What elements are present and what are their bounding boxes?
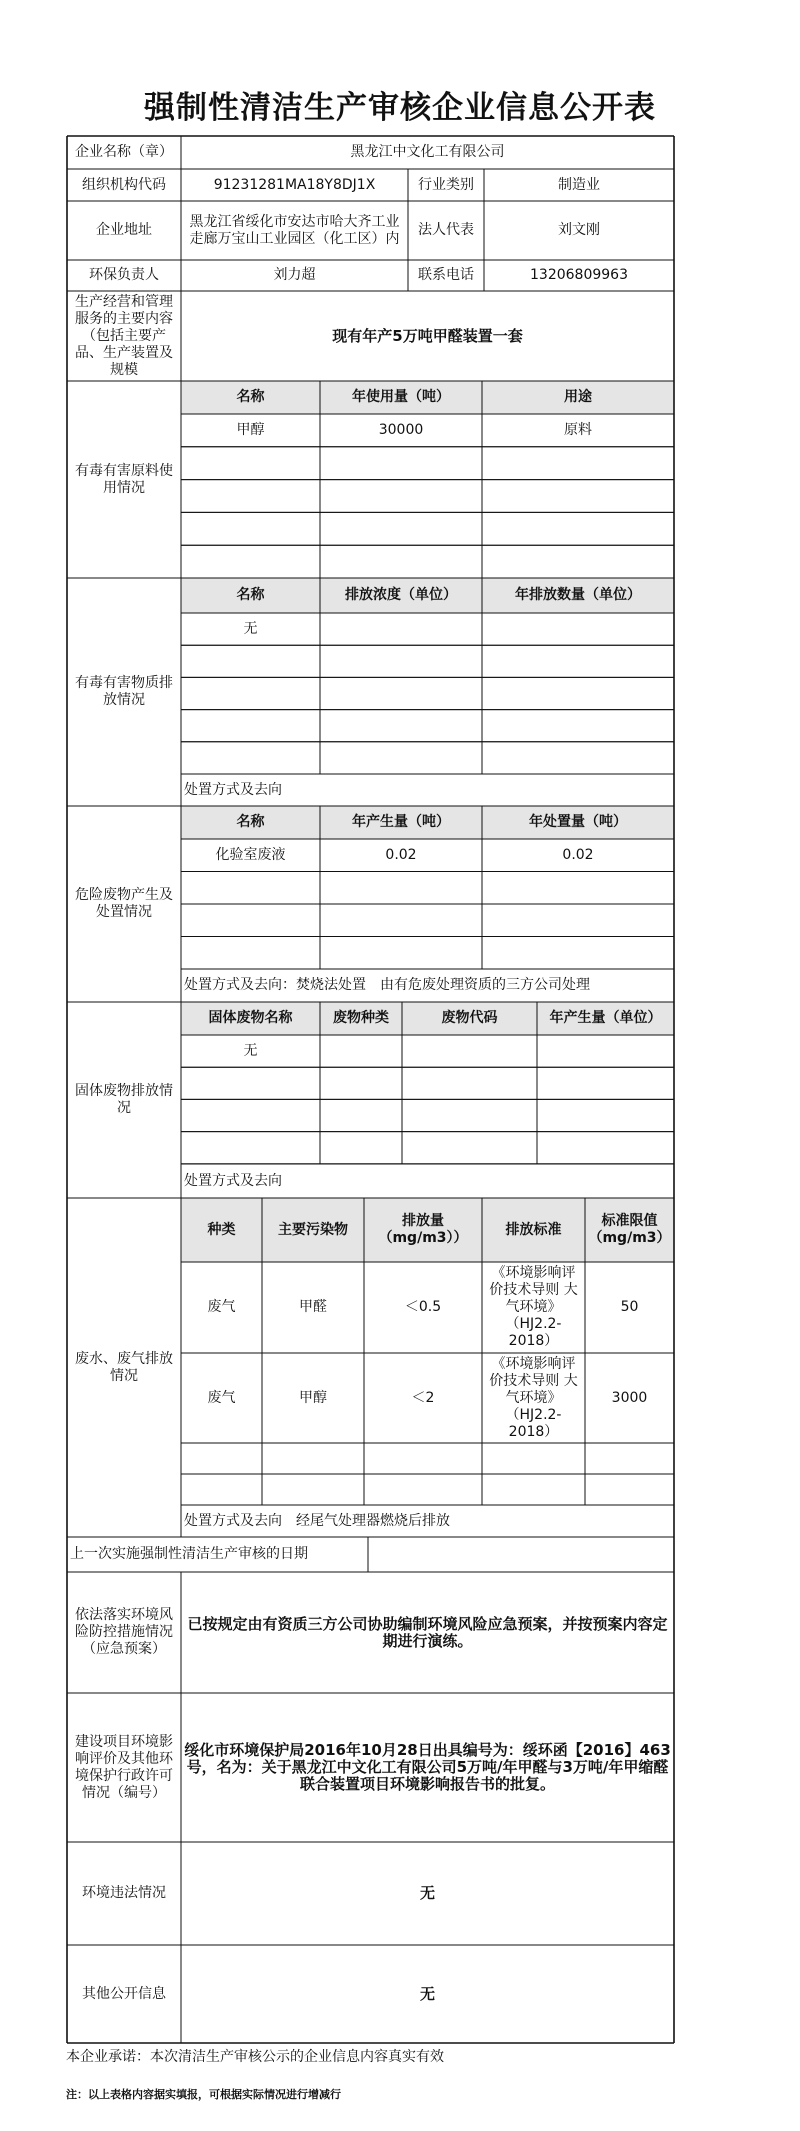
table-cell bbox=[537, 1132, 674, 1164]
table-cell: 《环境影响评价技术导则 大气环境》（HJ2.2-2018） bbox=[489, 1355, 578, 1440]
table-cell bbox=[181, 677, 320, 709]
table-cell bbox=[320, 710, 482, 742]
table-cell bbox=[364, 1474, 482, 1505]
eia-label: 建设项目环境影响评价及其他环境保护行政许可情况（编号） bbox=[75, 1733, 173, 1801]
table-cell bbox=[320, 872, 482, 905]
table-cell bbox=[181, 872, 320, 905]
table-cell bbox=[402, 1099, 537, 1131]
column-header: 排放标准 bbox=[482, 1198, 585, 1262]
table-cell bbox=[482, 742, 674, 774]
table-cell bbox=[402, 1035, 537, 1067]
table-cell bbox=[181, 1099, 320, 1131]
env-officer-value: 刘力超 bbox=[273, 267, 316, 283]
column-header: 年处置量（吨） bbox=[482, 806, 674, 839]
table-cell bbox=[482, 545, 674, 578]
table-cell bbox=[320, 1067, 402, 1099]
table-cell bbox=[181, 645, 320, 677]
table-cell bbox=[320, 904, 482, 937]
table-cell: 化验室废液 bbox=[215, 846, 286, 863]
other-value: 无 bbox=[419, 1984, 435, 2003]
table-cell bbox=[181, 1474, 262, 1505]
table-cell: ＜2 bbox=[411, 1389, 435, 1406]
table-cell: 无 bbox=[243, 1042, 258, 1059]
table-cell bbox=[537, 1035, 674, 1067]
table-cell bbox=[482, 512, 674, 545]
disposal-text: 处置方式及去向：焚烧法处置 由有危废处理资质的三方公司处理 bbox=[184, 977, 590, 993]
table-cell bbox=[181, 937, 320, 970]
table-cell bbox=[364, 1443, 482, 1474]
last-audit-label: 上一次实施强制性清洁生产审核的日期 bbox=[70, 1546, 308, 1562]
table-cell: 0.02 bbox=[562, 846, 594, 863]
phone-label: 联系电话 bbox=[418, 267, 474, 283]
business-value: 现有年产5万吨甲醛装置一套 bbox=[332, 326, 523, 345]
address-label: 企业地址 bbox=[96, 222, 152, 238]
table-cell: 3000 bbox=[611, 1389, 648, 1406]
column-header: 名称 bbox=[181, 806, 320, 839]
table-cell bbox=[482, 1443, 585, 1474]
table-cell: 30000 bbox=[378, 421, 424, 438]
column-header: 废物代码 bbox=[402, 1002, 537, 1035]
table-cell: 原料 bbox=[564, 421, 592, 438]
table-cell: 甲醇 bbox=[299, 1389, 327, 1406]
table-cell bbox=[482, 937, 674, 970]
industry-label: 行业类别 bbox=[418, 176, 474, 193]
column-header: 年产生量（吨） bbox=[320, 806, 482, 839]
disposal-text: 处置方式及去向 bbox=[184, 781, 282, 798]
emissions-section-label: 有毒有害物质排放情况 bbox=[75, 675, 173, 708]
column-header: 主要污染物 bbox=[262, 1198, 364, 1262]
table-cell bbox=[482, 677, 674, 709]
violations-label: 环境违法情况 bbox=[82, 1885, 166, 1901]
table-cell bbox=[181, 1443, 262, 1474]
legal-rep-label: 法人代表 bbox=[418, 222, 474, 238]
table-cell bbox=[320, 742, 482, 774]
table-cell bbox=[482, 904, 674, 937]
company-name-label: 企业名称（章） bbox=[75, 144, 173, 160]
table-cell bbox=[181, 904, 320, 937]
column-header: 用途 bbox=[482, 381, 674, 414]
table-cell bbox=[537, 1099, 674, 1131]
risk-value: 已按规定由有资质三方公司协助编制环境风险应急预案，并按预案内容定期进行演练。 bbox=[187, 1614, 668, 1650]
commitment-note: 本企业承诺：本次清洁生产审核公示的企业信息内容真实有效 bbox=[66, 2049, 444, 2065]
table-cell bbox=[482, 1474, 585, 1505]
table-cell: 无 bbox=[243, 620, 258, 637]
table-cell bbox=[320, 545, 482, 578]
table-cell bbox=[181, 512, 320, 545]
column-header: 种类 bbox=[181, 1198, 262, 1262]
other-label: 其他公开信息 bbox=[82, 1985, 166, 2002]
table-cell bbox=[181, 710, 320, 742]
table-cell bbox=[181, 545, 320, 578]
table-cell: ＜0.5 bbox=[404, 1299, 442, 1315]
eia-value: 绥化市环境保护局2016年10月28日出具编号为：绥环函【2016】463号，名为：关于黑龙江中文化工有限公司5万吨/年甲醛与3万吨/年甲缩醛联合装置项目环境影响报告书的批复。 bbox=[184, 1741, 671, 1793]
table-cell: 废气 bbox=[207, 1389, 236, 1406]
legal-rep-value: 刘文刚 bbox=[558, 222, 600, 238]
address-value: 黑龙江省绥化市安达市哈大齐工业走廊万宝山工业园区（化工区）内 bbox=[189, 213, 400, 247]
table-cell bbox=[181, 742, 320, 774]
business-label: 生产经营和管理服务的主要内容（包括主要产品、生产装置及规模 bbox=[75, 293, 173, 378]
org-code-value: 91231281MA18Y8DJ1X bbox=[213, 176, 376, 193]
table-cell bbox=[402, 1067, 537, 1099]
table-cell bbox=[181, 480, 320, 513]
table-cell bbox=[402, 1132, 537, 1164]
table-cell bbox=[262, 1474, 364, 1505]
violations-value: 无 bbox=[419, 1884, 435, 1902]
column-header: 固体废物名称 bbox=[181, 1002, 320, 1035]
table-cell bbox=[181, 1067, 320, 1099]
table-cell bbox=[181, 1132, 320, 1164]
column-header: 废物种类 bbox=[320, 1002, 402, 1035]
column-header: 名称 bbox=[181, 578, 320, 613]
table-cell: 甲醛 bbox=[299, 1299, 327, 1315]
table-cell bbox=[320, 1132, 402, 1164]
env-officer-label: 环保负责人 bbox=[89, 267, 159, 283]
column-header: 年产生量（单位） bbox=[537, 1002, 674, 1035]
table-cell bbox=[320, 937, 482, 970]
air-water-section-label: 废水、废气排放情况 bbox=[75, 1350, 173, 1384]
column-header: 排放量（mg/m3）） bbox=[364, 1198, 482, 1262]
table-cell: 《环境影响评价技术导则 大气环境》（HJ2.2-2018） bbox=[489, 1265, 578, 1349]
page-title: 强制性清洁生产审核企业信息公开表 bbox=[144, 90, 656, 126]
table-cell bbox=[320, 512, 482, 545]
industry-value: 制造业 bbox=[558, 176, 600, 193]
table-cell bbox=[482, 613, 674, 645]
column-header: 年排放数量（单位） bbox=[482, 578, 674, 613]
table-cell: 废气 bbox=[207, 1299, 236, 1315]
table-cell bbox=[320, 447, 482, 480]
table-cell bbox=[262, 1443, 364, 1474]
table-cell bbox=[482, 447, 674, 480]
last-audit-value bbox=[368, 1537, 674, 1572]
table-cell: 50 bbox=[620, 1299, 639, 1315]
disposal-text: 处置方式及去向 bbox=[184, 1172, 282, 1189]
table-cell bbox=[320, 1099, 402, 1131]
column-header: 排放浓度（单位） bbox=[320, 578, 482, 613]
footnote: 注：以上表格内容据实填报，可根据实际情况进行增减行 bbox=[66, 2088, 341, 2101]
table-cell bbox=[482, 645, 674, 677]
table-cell bbox=[320, 645, 482, 677]
table-cell bbox=[320, 677, 482, 709]
raw-materials-section-label: 有毒有害原料使用情况 bbox=[75, 462, 173, 496]
column-header: 年使用量（吨） bbox=[320, 381, 482, 414]
hazardous-waste-section-label: 危险废物产生及处置情况 bbox=[75, 887, 173, 920]
solid-waste-section-label: 固体废物排放情况 bbox=[75, 1083, 173, 1116]
org-code-label: 组织机构代码 bbox=[82, 176, 166, 193]
risk-label: 依法落实环境风险防控措施情况（应急预案） bbox=[75, 1607, 173, 1657]
table-cell bbox=[181, 447, 320, 480]
table-cell: 甲醇 bbox=[236, 421, 265, 438]
table-cell bbox=[482, 872, 674, 905]
column-header: 名称 bbox=[181, 381, 320, 414]
table-cell bbox=[320, 613, 482, 645]
table-cell bbox=[482, 480, 674, 513]
column-header: 标准限值（mg/m3） bbox=[585, 1198, 674, 1262]
table-cell bbox=[585, 1443, 674, 1474]
disposal-text: 处置方式及去向 经尾气处理器燃烧后排放 bbox=[184, 1512, 450, 1529]
table-cell bbox=[320, 1035, 402, 1067]
table-cell bbox=[585, 1474, 674, 1505]
table-cell bbox=[320, 480, 482, 513]
table-cell bbox=[537, 1067, 674, 1099]
table-cell bbox=[482, 710, 674, 742]
phone-value: 13206809963 bbox=[530, 267, 628, 283]
company-name-value: 黑龙江中文化工有限公司 bbox=[350, 144, 505, 160]
table-cell: 0.02 bbox=[385, 846, 417, 863]
